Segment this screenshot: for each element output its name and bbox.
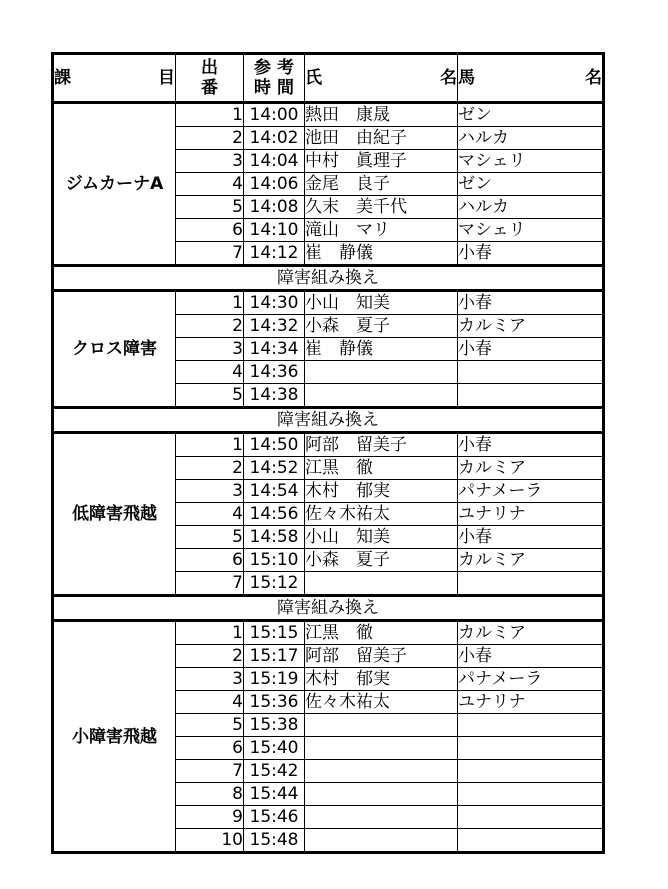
time-cell: 15:48 xyxy=(244,829,305,853)
horse-name-cell xyxy=(458,737,604,760)
order-cell: 2 xyxy=(176,127,244,150)
subject-cell: 小障害飛越 xyxy=(53,621,176,853)
rider-name-cell: 木村 郁実 xyxy=(305,480,458,503)
horse-name-cell xyxy=(458,361,604,384)
horse-name-cell: 小春 xyxy=(458,526,604,549)
subject-cell: 低障害飛越 xyxy=(53,433,176,596)
order-cell: 4 xyxy=(176,361,244,384)
subject-cell: ジムカーナA xyxy=(53,103,176,266)
rider-name-cell xyxy=(305,361,458,384)
horse-name-cell xyxy=(458,760,604,783)
time-cell: 15:12 xyxy=(244,572,305,596)
header-subject-a: 課 xyxy=(54,68,71,88)
order-cell: 7 xyxy=(176,760,244,783)
entry-row xyxy=(53,621,604,645)
time-cell: 15:40 xyxy=(244,737,305,760)
time-cell: 14:56 xyxy=(244,503,305,526)
entry-row xyxy=(53,291,604,315)
horse-name-cell xyxy=(458,384,604,408)
horse-name-cell: ゼン xyxy=(458,103,604,127)
horse-name-cell xyxy=(458,783,604,806)
time-cell: 15:36 xyxy=(244,691,305,714)
header-horse-a: 馬 xyxy=(458,68,475,88)
rider-name-cell: 小森 夏子 xyxy=(305,549,458,572)
order-cell: 3 xyxy=(176,480,244,503)
header-row xyxy=(53,54,604,103)
rider-name-cell xyxy=(305,783,458,806)
rider-name-cell: 中村 眞理子 xyxy=(305,150,458,173)
header-horse-b: 名 xyxy=(585,68,602,88)
order-cell: 6 xyxy=(176,549,244,572)
order-cell: 9 xyxy=(176,806,244,829)
order-cell: 3 xyxy=(176,338,244,361)
horse-name-cell: 小春 xyxy=(458,433,604,457)
time-cell: 14:12 xyxy=(244,242,305,266)
horse-name-cell: ユナリナ xyxy=(458,691,604,714)
horse-name-cell: ユナリナ xyxy=(458,503,604,526)
horse-name-cell: カルミア xyxy=(458,621,604,645)
order-cell: 6 xyxy=(176,219,244,242)
time-cell: 15:46 xyxy=(244,806,305,829)
rider-name-cell: 佐々木祐太 xyxy=(305,503,458,526)
header-subject xyxy=(53,54,176,103)
time-cell: 14:06 xyxy=(244,173,305,196)
separator-row xyxy=(53,266,604,291)
entry-row xyxy=(53,433,604,457)
time-cell: 14:04 xyxy=(244,150,305,173)
horse-name-cell: 小春 xyxy=(458,645,604,668)
time-cell: 15:38 xyxy=(244,714,305,737)
time-cell: 14:38 xyxy=(244,384,305,408)
rider-name-cell: 佐々木祐太 xyxy=(305,691,458,714)
order-cell: 5 xyxy=(176,196,244,219)
rider-name-cell: 崔 静儀 xyxy=(305,338,458,361)
rider-name-cell: 小山 知美 xyxy=(305,291,458,315)
header-time-b: 時 間 xyxy=(254,78,294,98)
time-cell: 14:32 xyxy=(244,315,305,338)
schedule-body xyxy=(53,103,604,853)
order-cell: 1 xyxy=(176,621,244,645)
header-horse-name xyxy=(458,54,604,103)
rider-name-cell xyxy=(305,737,458,760)
rider-name-cell: 小山 知美 xyxy=(305,526,458,549)
horse-name-cell: ハルカ xyxy=(458,196,604,219)
horse-name-cell: 小春 xyxy=(458,291,604,315)
horse-name-cell: パナメーラ xyxy=(458,668,604,691)
horse-name-cell xyxy=(458,806,604,829)
horse-name-cell xyxy=(458,572,604,596)
separator-label: 障害組み換え xyxy=(53,408,604,433)
time-cell: 15:17 xyxy=(244,645,305,668)
order-cell: 8 xyxy=(176,783,244,806)
time-cell: 14:08 xyxy=(244,196,305,219)
horse-name-cell: カルミア xyxy=(458,457,604,480)
horse-name-cell: カルミア xyxy=(458,315,604,338)
rider-name-cell: 金尾 良子 xyxy=(305,173,458,196)
horse-name-cell xyxy=(458,829,604,853)
rider-name-cell: 木村 郁実 xyxy=(305,668,458,691)
time-cell: 15:42 xyxy=(244,760,305,783)
horse-name-cell: ゼン xyxy=(458,173,604,196)
rider-name-cell xyxy=(305,806,458,829)
rider-name-cell: 久末 美千代 xyxy=(305,196,458,219)
order-cell: 2 xyxy=(176,457,244,480)
horse-name-cell: 小春 xyxy=(458,338,604,361)
time-cell: 15:44 xyxy=(244,783,305,806)
header-order xyxy=(176,54,244,103)
horse-name-cell: カルミア xyxy=(458,549,604,572)
order-cell: 5 xyxy=(176,526,244,549)
separator-label: 障害組み換え xyxy=(53,596,604,621)
rider-name-cell xyxy=(305,760,458,783)
time-cell: 14:52 xyxy=(244,457,305,480)
header-time-a: 参 考 xyxy=(254,58,294,78)
order-cell: 7 xyxy=(176,242,244,266)
rider-name-cell: 熱田 康晟 xyxy=(305,103,458,127)
entry-row xyxy=(53,103,604,127)
time-cell: 14:50 xyxy=(244,433,305,457)
horse-name-cell: ハルカ xyxy=(458,127,604,150)
rider-name-cell: 江黒 徹 xyxy=(305,621,458,645)
time-cell: 14:02 xyxy=(244,127,305,150)
rider-name-cell: 阿部 留美子 xyxy=(305,645,458,668)
header-name-a: 氏 xyxy=(305,68,322,88)
header-order-b: 番 xyxy=(201,78,218,98)
order-cell: 5 xyxy=(176,384,244,408)
rider-name-cell: 江黒 徹 xyxy=(305,457,458,480)
order-cell: 3 xyxy=(176,150,244,173)
time-cell: 14:30 xyxy=(244,291,305,315)
time-cell: 14:36 xyxy=(244,361,305,384)
separator-row xyxy=(53,596,604,621)
rider-name-cell: 崔 静儀 xyxy=(305,242,458,266)
order-cell: 2 xyxy=(176,645,244,668)
time-cell: 14:34 xyxy=(244,338,305,361)
rider-name-cell: 阿部 留美子 xyxy=(305,433,458,457)
order-cell: 1 xyxy=(176,103,244,127)
subject-cell: クロス障害 xyxy=(53,291,176,408)
time-cell: 15:19 xyxy=(244,668,305,691)
time-cell: 14:00 xyxy=(244,103,305,127)
rider-name-cell xyxy=(305,714,458,737)
order-cell: 1 xyxy=(176,291,244,315)
rider-name-cell xyxy=(305,829,458,853)
rider-name-cell: 小森 夏子 xyxy=(305,315,458,338)
horse-name-cell xyxy=(458,714,604,737)
order-cell: 7 xyxy=(176,572,244,596)
rider-name-cell: 池田 由紀子 xyxy=(305,127,458,150)
time-cell: 15:15 xyxy=(244,621,305,645)
header-rider-name xyxy=(305,54,458,103)
header-time xyxy=(244,54,305,103)
separator-label: 障害組み換え xyxy=(53,266,604,291)
order-cell: 4 xyxy=(176,173,244,196)
header-order-a: 出 xyxy=(201,58,218,78)
header-name-b: 名 xyxy=(440,68,457,88)
horse-name-cell: パナメーラ xyxy=(458,480,604,503)
horse-name-cell: マシェリ xyxy=(458,150,604,173)
order-cell: 6 xyxy=(176,737,244,760)
rider-name-cell xyxy=(305,384,458,408)
horse-name-cell: 小春 xyxy=(458,242,604,266)
order-cell: 2 xyxy=(176,315,244,338)
time-cell: 15:10 xyxy=(244,549,305,572)
header-subject-b: 目 xyxy=(158,68,175,88)
rider-name-cell: 滝山 マリ xyxy=(305,219,458,242)
order-cell: 10 xyxy=(176,829,244,853)
horse-name-cell: マシェリ xyxy=(458,219,604,242)
order-cell: 4 xyxy=(176,503,244,526)
time-cell: 14:58 xyxy=(244,526,305,549)
separator-row xyxy=(53,408,604,433)
order-cell: 1 xyxy=(176,433,244,457)
schedule-table xyxy=(51,52,605,854)
order-cell: 5 xyxy=(176,714,244,737)
rider-name-cell xyxy=(305,572,458,596)
time-cell: 14:54 xyxy=(244,480,305,503)
order-cell: 3 xyxy=(176,668,244,691)
order-cell: 4 xyxy=(176,691,244,714)
time-cell: 14:10 xyxy=(244,219,305,242)
